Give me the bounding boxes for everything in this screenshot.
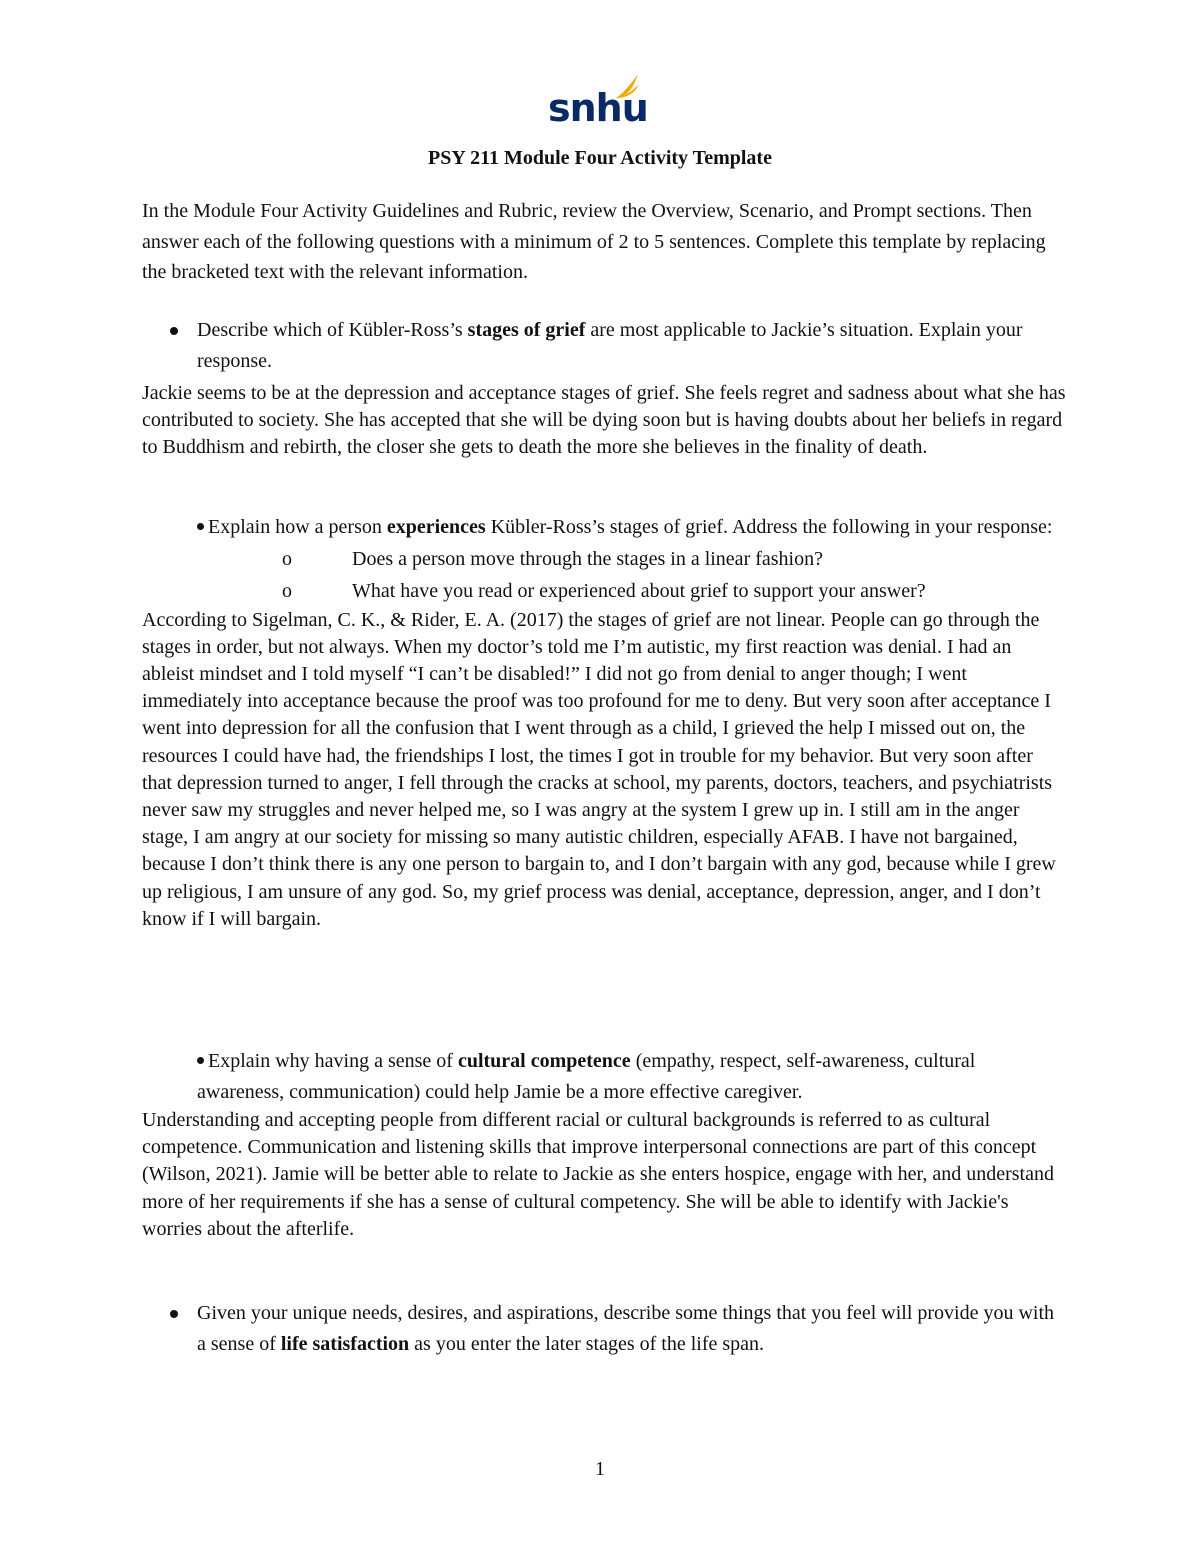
page-number: 1 xyxy=(595,1458,605,1480)
subitem-text: Does a person move through the stages in a linear fashion? xyxy=(352,547,823,570)
q1-text-post: are most applicable to Jackie’s situation. Explain your response. xyxy=(197,319,1023,372)
question-3-section xyxy=(142,1046,1067,1243)
page-title: PSY 211 Module Four Activity Template xyxy=(428,147,772,169)
bullet-icon xyxy=(170,327,178,335)
q4-text-post: as you enter the later stages of the life span. xyxy=(409,1332,765,1355)
q2-text-pre: Explain how a person xyxy=(208,516,387,538)
intro-paragraph: In the Module Four Activity Guidelines and Rubric, review the Overview, Scenario, and Prompt sections. Then answer each of the following questions with a minimum of 2 to 5 sentences. Complete this template by replacing the bracketed text with the relevant information. xyxy=(142,200,1046,283)
bullet-icon xyxy=(197,1057,204,1064)
question-4-section xyxy=(142,1298,1067,1359)
q2-text-post: Kübler-Ross’s stages of grief. Address the following in your response: xyxy=(485,516,1053,538)
q2-text-bold: experiences xyxy=(386,516,486,538)
question-4-prompt xyxy=(142,1298,1067,1359)
question-2-subitem xyxy=(142,543,1067,575)
question-1-section xyxy=(142,315,1067,462)
answer-3: Understanding and accepting people from different racial or cultural backgrounds is referred to as cultural competence. Communication and listening skills that improve interpersonal connections are part of this concept (Wilson, 2021). Jamie will be better able to relate to Jackie as she enters hospice, engage with her, and understand more of her requirements if she has a sense of cultural competency. She will be able to identify with Jackie's worries about the afterlife. xyxy=(142,1109,1054,1240)
q4-text-bold: life satisfaction xyxy=(280,1332,410,1355)
q3-text-pre: Explain why having a sense of xyxy=(208,1050,458,1072)
snhu-logo xyxy=(548,72,648,132)
bullet-icon xyxy=(170,1310,178,1318)
q4-text-pre: Given your unique needs, desires, and aspirations, describe some things that you feel will provide you with a sense of xyxy=(197,1302,1055,1355)
q3-text-bold: cultural competence xyxy=(457,1050,631,1072)
answer-1: Jackie seems to be at the depression and acceptance stages of grief. She feels regret and sadness about what she has contributed to society. She has accepted that she will be dying soon but is having doubts about her beliefs in regard to Buddhism and rebirth, the closer she gets to death the more she believes in the finality of death. xyxy=(142,382,1066,459)
question-2-section xyxy=(142,512,1067,933)
question-2-prompt xyxy=(142,512,1067,543)
logo-wordmark: snhu xyxy=(548,86,648,130)
sub-bullet-icon: o xyxy=(282,547,292,570)
q3-text-post: (empathy, respect, self-awareness, cultural awareness, communication) could help Jamie be a more effective caregiver. xyxy=(197,1050,976,1103)
sub-bullet-icon: o xyxy=(282,579,292,602)
question-2-subitem xyxy=(142,575,1067,607)
q1-text-pre: Describe which of Kübler-Ross’s xyxy=(197,319,468,341)
subitem-text: What have you read or experienced about grief to support your answer? xyxy=(352,579,926,602)
q1-text-bold: stages of grief xyxy=(467,319,586,341)
question-3-prompt xyxy=(142,1046,1067,1107)
question-1-prompt xyxy=(142,315,1067,376)
bullet-icon xyxy=(197,523,204,530)
answer-2: According to Sigelman, C. K., & Rider, E. A. (2017) the stages of grief are not linear. People can go through the stages in order, but not always. When my doctor’s told me I’m autistic, my first reaction was denial. I had an ableist mindset and I told myself “I can’t be disabled!” I did not go from denial to anger though; I went immediately into acceptance because the proof was too profound for me to deny. But very soon after acceptance I went into depression for all the confusion that I went through as a child, I grieved the help I missed out on, the resources I could have had, the friendships I lost, the times I got in trouble for my behavior. But very soon after that depression turned to anger, I fell through the cracks at school, my parents, doctors, teachers, and psychiatrists never saw my struggles and never helped me, so I was angry at the system I grew up in. I still am in the anger stage, I am angry at our society for missing so many autistic children, especially AFAB. I have not bargained, because I don’t think there is any one person to bargain to, and I don’t bargain with any god, because while I grew up religious, I am unsure of any god. So, my grief process was denial, acceptance, depression, anger, and I don’t know if I will bargain. xyxy=(142,608,1056,930)
